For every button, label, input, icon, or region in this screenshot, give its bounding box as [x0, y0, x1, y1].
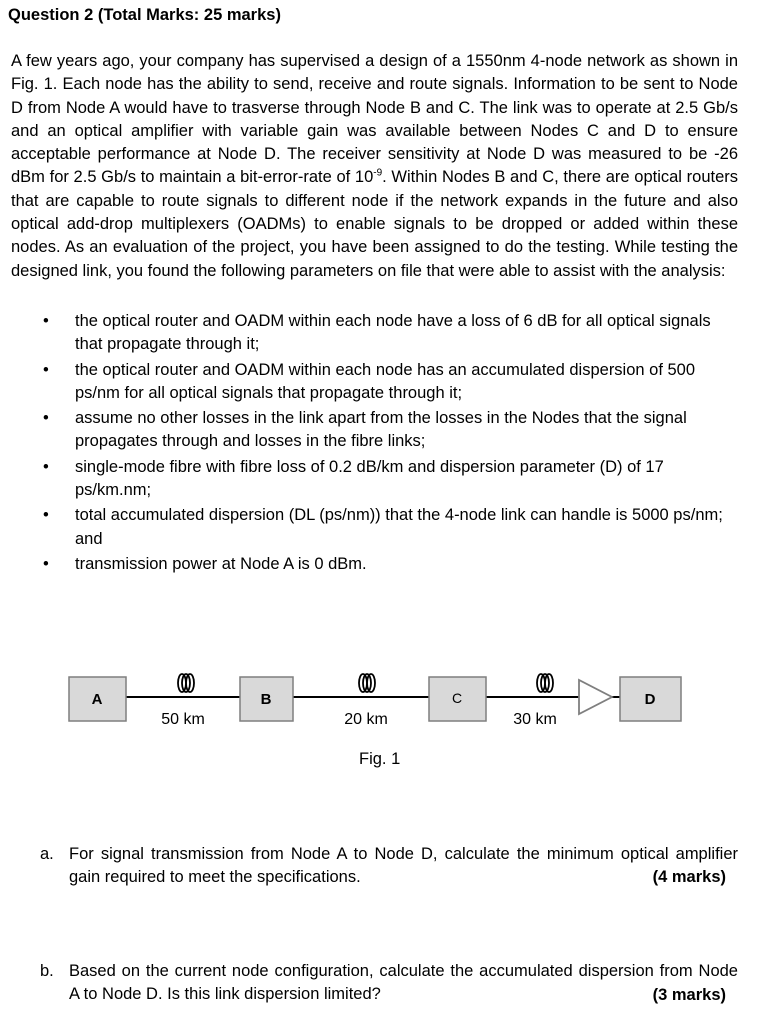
question-text: Based on the current node configuration, calculate the accumulated dispersion from Node A to Node D. Is this link dispersion limited? — [69, 962, 738, 1004]
bullet-icon: • — [43, 554, 49, 573]
fibre-spool-icon — [359, 674, 375, 692]
list-item-text: assume no other losses in the link apart from the losses in the Nodes that the signal propagates through and losses in the fibre links; — [75, 409, 687, 451]
question-marks: (3 marks) — [652, 986, 726, 1004]
list-item-text: transmission power at Node A is 0 dBm. — [75, 554, 367, 573]
bullet-icon: • — [43, 409, 49, 428]
bullet-icon: • — [43, 457, 49, 476]
link-label-bc: 20 km — [344, 711, 388, 728]
ber-exponent: -9 — [373, 167, 383, 179]
list-item — [38, 553, 738, 576]
list-item — [38, 359, 738, 406]
list-item-text: the optical router and OADM within each node has an accumulated dispersion of 500 ps/nm for all optical signals that propagate through it; — [75, 360, 696, 402]
list-item — [38, 310, 738, 357]
node-a-label: A — [91, 691, 103, 708]
paragraph-text-1: A few years ago, your company has supervised a design of a 1550nm 4-node network as shown in Fig. 1. Each node has the ability to send, receive and route signals. Information to be sent to Node D from Node A would have to trasverse through Node B and C. The link was to operate at 2.5 Gb/s and an optical amplifier with variable gain was available between Nodes C and D to ensure acceptable performance at Node D. The receiver sensitivity at Node D was measured to be -26 dBm for 2.5 Gb/s to maintain a bit-error-rate of 10 — [11, 52, 738, 187]
question-marks: (4 marks) — [652, 868, 726, 886]
parameter-list — [38, 310, 738, 578]
figure-caption: Fig. 1 — [359, 750, 401, 768]
node-d — [620, 677, 681, 721]
list-item — [38, 456, 738, 503]
node-a — [69, 677, 126, 721]
bullet-icon: • — [43, 360, 49, 379]
list-item — [38, 407, 738, 454]
bullet-icon: • — [43, 312, 49, 330]
list-item-text: single-mode fibre with fibre loss of 0.2 dB/km and dispersion parameter (D) of 17 ps/km.nm; — [75, 457, 664, 500]
question-title: Question 2 (Total Marks: 25 marks) — [8, 6, 281, 24]
list-item-text: the optical router and OADM within each node have a loss of 6 dB for all optical signals that propagate through it; — [75, 312, 711, 354]
node-b — [240, 677, 293, 721]
fibre-spool-icon — [178, 674, 194, 692]
paragraph-text-2: . Within Nodes B and C, there are optical routers that are capable to route signals to different node if the network expands in the future and also optical add-drop multiplexers (OADMs) to enable signals to be dropped or added within these nodes. As an evaluation of the project, you have been assigned to do the testing. While testing the designed link, you found the following parameters on file that were able to assist with the analysis: — [11, 168, 738, 280]
fibre-spool-icon — [537, 674, 553, 692]
list-item — [38, 504, 738, 551]
node-d-label: D — [644, 691, 656, 708]
question-text: For signal transmission from Node A to Node D, calculate the minimum optical amplifier gain required to meet the specifications. — [69, 845, 738, 887]
link-label-ab: 50 km — [161, 711, 205, 728]
node-b-label: B — [260, 691, 272, 708]
link-label-cd: 30 km — [513, 711, 557, 728]
list-item-text: total accumulated dispersion (DL (ps/nm)) that the 4-node link can handle is 5000 ps/nm; and — [75, 506, 723, 548]
question-label: b. — [40, 962, 54, 980]
node-c-label: C — [451, 690, 463, 706]
amplifier-icon — [579, 680, 612, 714]
question-label: a. — [40, 845, 54, 863]
problem-description — [11, 50, 738, 283]
node-c — [429, 677, 486, 721]
bullet-icon: • — [43, 506, 49, 525]
